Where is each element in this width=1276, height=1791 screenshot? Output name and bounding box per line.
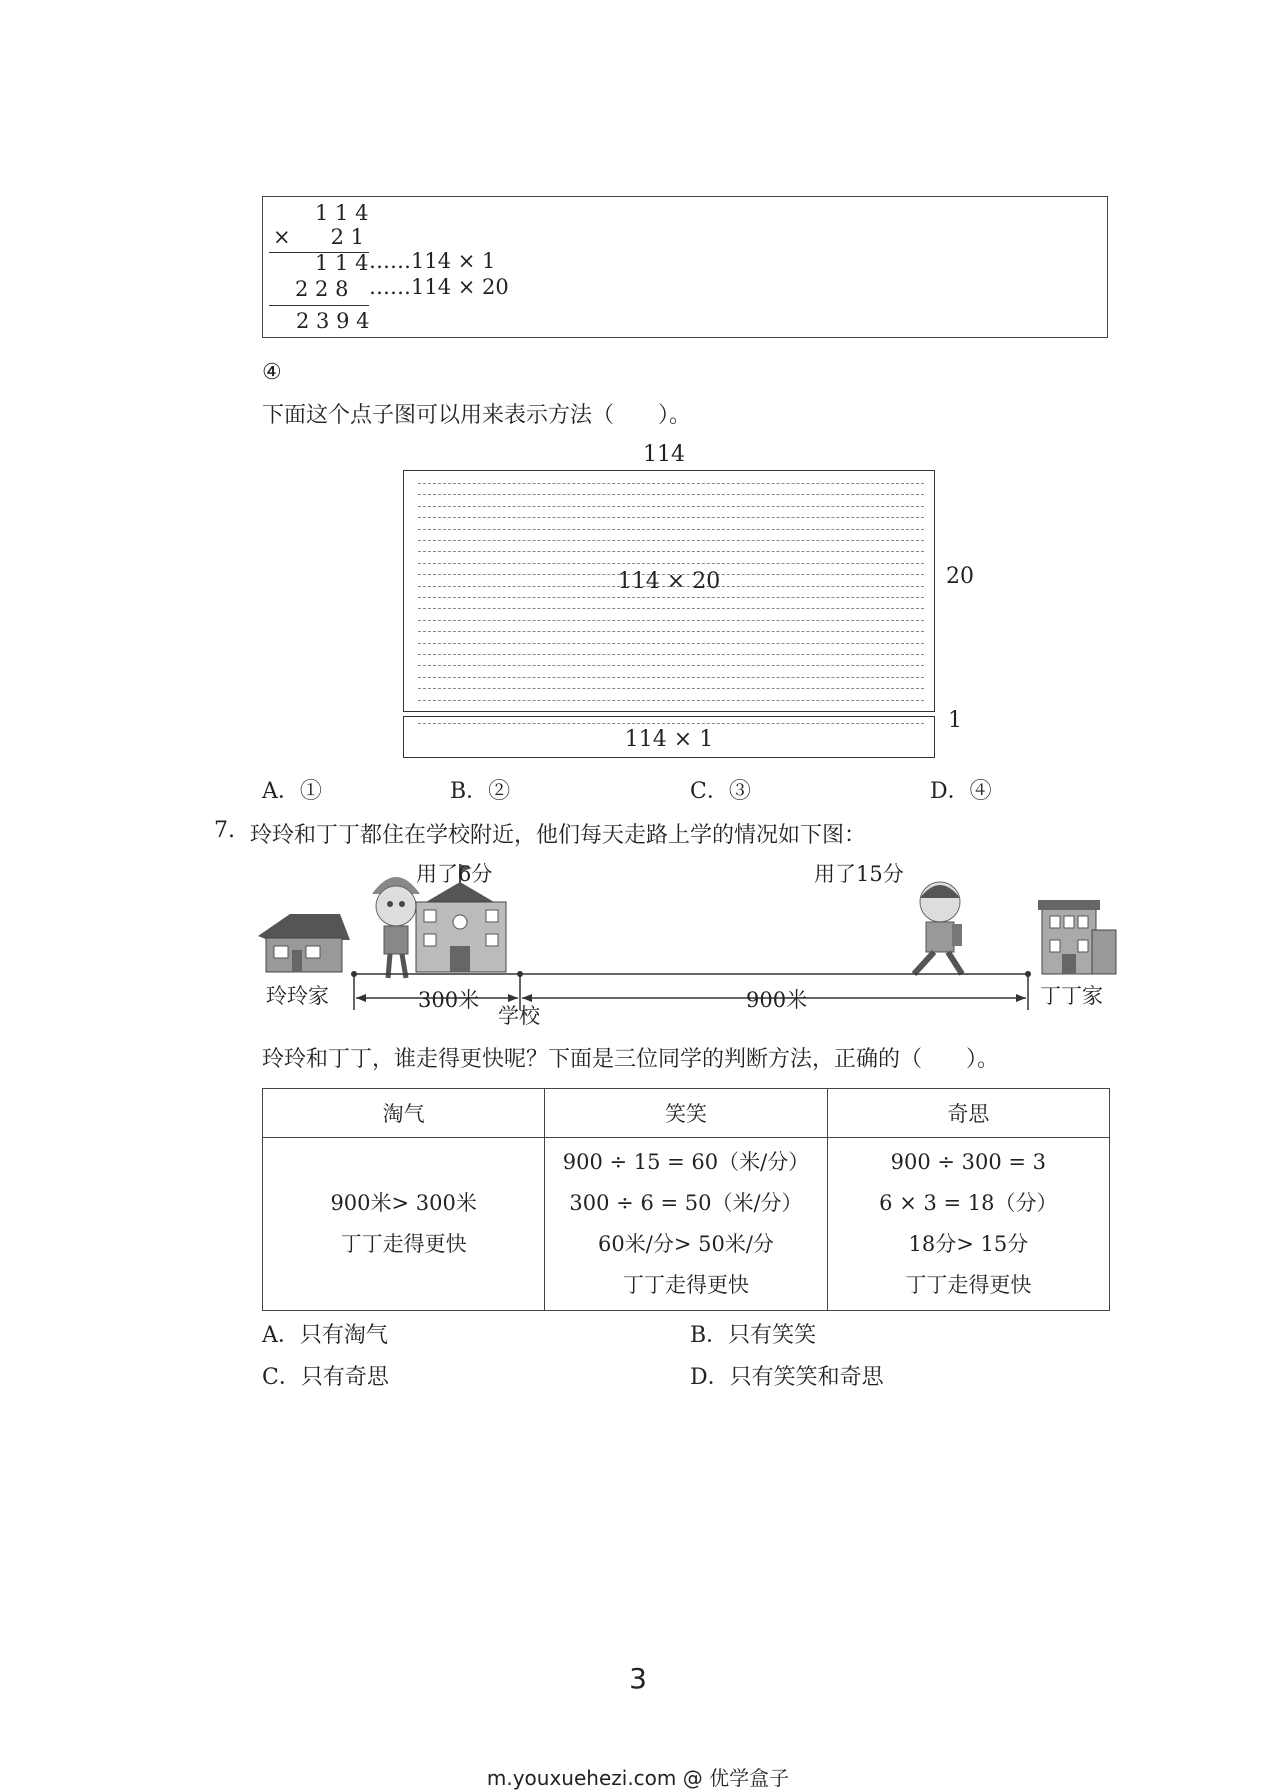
lingling-time-label: 用了6分 [416, 862, 493, 886]
dot-row [418, 688, 924, 689]
xiaoxiao-line: 丁丁走得更快 [622, 1273, 749, 1297]
partial-product-1: 1 1 4 [315, 251, 369, 275]
cell-qisi [827, 1138, 1109, 1311]
multiplicand: 1 1 4 [315, 201, 369, 225]
cell-taoqi [263, 1138, 545, 1311]
xiaoxiao-line: 900 ÷ 15 = 60（米/分） [562, 1150, 810, 1174]
dot-row [418, 517, 924, 518]
q7-prompt: 玲玲和丁丁，谁走得更快呢？下面是三位同学的判断方法，正确的（ ）。 [262, 1047, 1000, 1072]
q7-number: 7. [214, 818, 235, 843]
dot-row [418, 631, 924, 632]
lingling-girl-icon [372, 877, 420, 978]
judgement-table [262, 1088, 1110, 1311]
partial-product-2-note: ……114 × 20 [369, 275, 509, 299]
xiaoxiao-line: 300 ÷ 6 = 50（米/分） [569, 1191, 803, 1215]
header-qisi: 奇思 [827, 1089, 1109, 1138]
route-diagram [250, 850, 1120, 1030]
q7-option-d[interactable]: D．只有笑笑和奇思 [690, 1365, 884, 1390]
dot-row [418, 620, 924, 621]
partial-product-1-note: ……114 × 1 [369, 249, 496, 273]
dot-row [418, 483, 924, 484]
q6-prompt: 下面这个点子图可以用来表示方法（ ）。 [262, 403, 692, 428]
q6-option-b[interactable]: B．② [450, 779, 511, 804]
qisi-line: 18分> 15分 [908, 1232, 1029, 1256]
product-result: 2 3 9 4 [296, 309, 370, 333]
q6-option-c[interactable]: C．③ [690, 779, 751, 804]
dot-row [418, 506, 924, 507]
header-xiaoxiao: 笑笑 [545, 1089, 827, 1138]
page-number: 3 [629, 1662, 647, 1695]
dot-row [418, 529, 924, 530]
lingling-house-icon [258, 914, 350, 972]
dot-row [418, 723, 924, 724]
dot-row [418, 608, 924, 609]
vertical-multiplication-box [262, 196, 1108, 338]
dot-row [418, 700, 924, 701]
dot-diagram-right-label-1: 1 [948, 708, 962, 733]
dot-row [418, 665, 924, 666]
dot-grid-upper-caption: 114 × 20 [617, 569, 721, 594]
partial-product-2: 2 2 8 [295, 277, 349, 301]
q6-option-d[interactable]: D．④ [930, 779, 992, 804]
q7-option-b[interactable]: B．只有笑笑 [690, 1323, 817, 1348]
dot-grid-lower [403, 716, 935, 758]
dot-row [418, 677, 924, 678]
dingding-time-label: 用了15分 [814, 862, 904, 886]
footer-watermark[interactable]: m.youxuehezi.com @ 优学盒子 [486, 1766, 790, 1790]
school-label: 学校 [498, 1004, 540, 1028]
taoqi-line: 900米> 300米 [330, 1191, 477, 1215]
dot-diagram-top-label: 114 [643, 442, 685, 467]
qisi-line: 丁丁走得更快 [905, 1273, 1032, 1297]
dot-row [418, 540, 924, 541]
left-distance-label: 300米 [418, 988, 480, 1012]
qisi-line: 6 × 3 = 18（分） [879, 1191, 1058, 1215]
xiaoxiao-line: 60米/分> 50米/分 [598, 1232, 774, 1256]
q7-stem: 玲玲和丁丁都住在学校附近，他们每天走路上学的情况如下图： [250, 823, 867, 848]
cell-xiaoxiao [545, 1138, 827, 1311]
dot-row [418, 654, 924, 655]
right-distance-label: 900米 [746, 988, 808, 1012]
q7-option-c[interactable]: C．只有奇思 [262, 1365, 389, 1390]
qisi-line: 900 ÷ 300 = 3 [890, 1150, 1047, 1174]
method-marker: ④ [262, 360, 282, 385]
dot-row [418, 563, 924, 564]
dot-grid-upper [403, 470, 935, 712]
header-taoqi: 淘气 [263, 1089, 545, 1138]
dot-grid-lower-caption: 114 × 1 [624, 727, 714, 752]
dingding-boy-icon [914, 882, 962, 974]
dingding-house-icon [1038, 900, 1116, 974]
lingling-home-label: 玲玲家 [266, 984, 329, 1008]
dot-row [418, 643, 924, 644]
taoqi-line: 丁丁走得更快 [340, 1232, 467, 1256]
dot-diagram-right-label-20: 20 [946, 564, 974, 589]
table-header-row [263, 1089, 1110, 1138]
multiplier: × 2 1 [273, 225, 365, 249]
dot-row [418, 551, 924, 552]
dot-row [418, 597, 924, 598]
q6-option-a[interactable]: A．① [262, 779, 322, 804]
q7-option-a[interactable]: A．只有淘气 [262, 1323, 388, 1348]
calc-rule-2 [269, 305, 369, 306]
dingding-home-label: 丁丁家 [1040, 984, 1103, 1008]
table-row [263, 1138, 1110, 1311]
dot-row [418, 494, 924, 495]
